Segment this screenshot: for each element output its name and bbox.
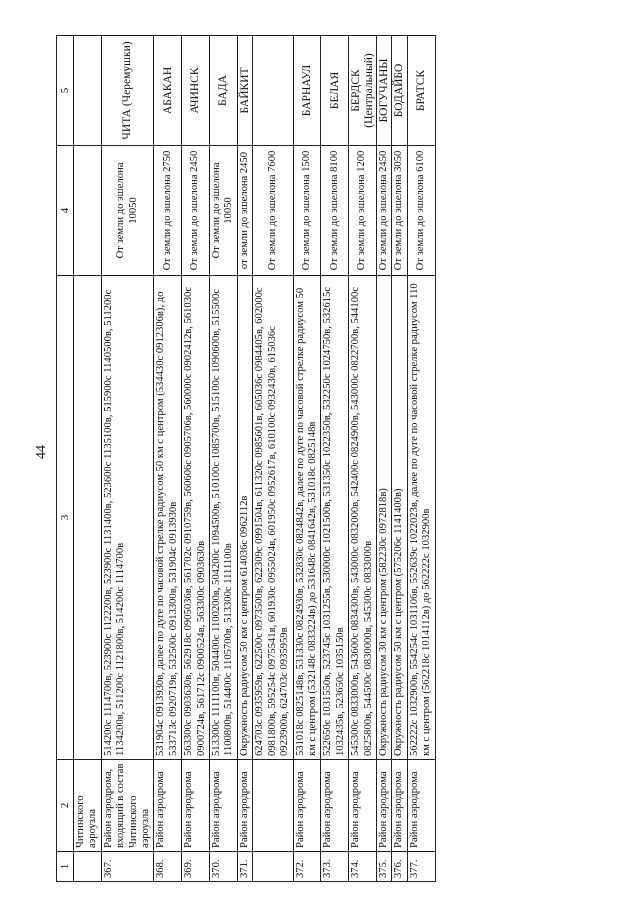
zone-height: От земли до эшелона 3050 <box>392 146 407 276</box>
zone-height: От земли до эшелона 8100 <box>321 146 349 276</box>
aerodrome-name: ЧИТА (Черемушки) <box>101 36 154 146</box>
zone-coordinates: 624703с 0935959в, 622500с 0973500в, 622309с 0991504в, 611320с 0985601в, 605036с 0984405в, 602000с 0981800в, 595254с 0975541в, 601930с 0955024в, 601950с 0952617в, 610100с 0932430в, 615036с 0923900в, 624703с 0935959в <box>253 276 293 760</box>
row-number: 375. <box>376 852 391 882</box>
zone-type: Район аэродрома <box>376 760 391 852</box>
zone-type: Район аэродрома <box>154 760 182 852</box>
zone-type: Читинского аэроузла <box>74 760 102 852</box>
table-row <box>349 36 377 882</box>
aerodrome-name: БОДАЙБО <box>392 36 407 146</box>
row-number <box>253 852 293 882</box>
row-number: 374. <box>349 852 377 882</box>
row-number: 367. <box>101 852 154 882</box>
row-number: 372. <box>293 852 321 882</box>
zone-height: От земли до эшелона 7600 <box>253 146 293 276</box>
table-row <box>407 36 435 882</box>
zone-height: От земли до эшелона 10050 <box>210 146 238 276</box>
table-row <box>376 36 391 882</box>
column-header: 2 <box>57 760 74 852</box>
aerodrome-name <box>253 36 293 146</box>
table-row <box>182 36 210 882</box>
zone-type: Район аэродрома, входящий в состав Читинского аэроузла <box>101 760 154 852</box>
column-header: 1 <box>57 852 74 882</box>
zone-coordinates: Окружность радиусом 50 км с центром 614036с 0962112в <box>237 276 252 760</box>
header-row <box>57 36 74 882</box>
zone-height <box>74 146 102 276</box>
aerodrome-name: БАДА <box>210 36 238 146</box>
zone-height: От земли до эшелона 1500 <box>293 146 321 276</box>
aerodrome-name: БАЙКИТ <box>237 36 252 146</box>
aerodrome-name: БОГУЧАНЫ <box>376 36 391 146</box>
zone-type: Район аэродрома <box>349 760 377 852</box>
table-row <box>237 36 252 882</box>
zone-type: Район аэродрома <box>407 760 435 852</box>
zone-type: Район аэродрома <box>182 760 210 852</box>
row-number: 368. <box>154 852 182 882</box>
row-number: 373. <box>321 852 349 882</box>
aerodrome-name: БРАТСК <box>407 36 435 146</box>
zone-type: Район аэродрома <box>237 760 252 852</box>
row-number: 370. <box>210 852 238 882</box>
row-number: 376. <box>392 852 407 882</box>
zone-height: От земли до эшелона 2750 <box>154 146 182 276</box>
zone-coordinates: 513300с 1111100в, 504400с 1100200в, 504200с 1094500в, 510100с 1085700в, 515100с 1090600в, 515500с 1100800в, 514400с 1105700в, 513300с 1111100в <box>210 276 238 760</box>
zone-coordinates: 522650с 1031550в, 523745с 1031255в, 530000с 1021500в, 531350с 1022350в, 532250с 1024750в, 532615с 1032435в, 523650с 1035150в <box>321 276 349 760</box>
zone-type: Район аэродрома <box>321 760 349 852</box>
zone-coordinates: 563300с 0903630в, 562918с 0905036в, 561702с 0910759в, 560606с 0905706в, 560000с 0902412в, 561030с 0900724в, 561712с 0900524в, 563300с 0903630в <box>182 276 210 760</box>
zone-height: От земли до эшелона 1200 <box>349 146 377 276</box>
airspace-table <box>56 35 436 882</box>
zone-type <box>253 760 293 852</box>
carry-over-row <box>74 36 102 882</box>
table-row <box>210 36 238 882</box>
zone-height: От земли до эшелона 2450 <box>182 146 210 276</box>
zone-type: Район аэродрома <box>392 760 407 852</box>
table-row <box>293 36 321 882</box>
document-page <box>30 22 610 882</box>
aerodrome-name <box>74 36 102 146</box>
row-number: 377. <box>407 852 435 882</box>
zone-coordinates: Окружность радиусом 30 км с центром (582230с 0972818в) <box>376 276 391 760</box>
aerodrome-name: АБАКАН <box>154 36 182 146</box>
zone-height: от земли до эшелона 2450 <box>237 146 252 276</box>
zone-height: От земли до эшелона 2450 <box>376 146 391 276</box>
zone-coordinates: 531018с 0825148в, 531330с 0824930в, 532830с 0824842в, далее по дуге по часовой стрелке радиусом 50 км с центром (532148с 0833224в) до 531648с 0841642в, 531018с 0825148в <box>293 276 321 760</box>
column-header: 3 <box>57 276 74 760</box>
row-number: 371. <box>237 852 252 882</box>
aerodrome-name: БЕРДСК (Центральный) <box>349 36 377 146</box>
aerodrome-name: АЧИНСК <box>182 36 210 146</box>
table-row <box>154 36 182 882</box>
table-row <box>321 36 349 882</box>
table-row <box>101 36 154 882</box>
zone-type: Район аэродрома <box>210 760 238 852</box>
zone-type: Район аэродрома <box>293 760 321 852</box>
zone-height: От земли до эшелона 10050 <box>101 146 154 276</box>
aerodrome-name: БЕЛАЯ <box>321 36 349 146</box>
column-header: 4 <box>57 146 74 276</box>
zone-height: От земли до эшелона 6100 <box>407 146 435 276</box>
zone-coordinates: 514200с 1114700в, 523900с 1122200в, 523900с 1131400в, 523600с 1135100в, 515900с 1140500в, 511200с 1134200в, 511200с 1121800в, 514200с 1114700в <box>101 276 154 760</box>
table-row <box>253 36 293 882</box>
zone-coordinates: Окружность радиусом 50 км с центром (575206с 1141400в) <box>392 276 407 760</box>
zone-coordinates: 545300с 0833000в, 543600с 0834300в, 543000с 0832000в, 542400с 0824900в, 543000с 0822700в, 544100с 0825800в, 544500с 0830000в, 545300с 0833000в <box>349 276 377 760</box>
row-number <box>74 852 102 882</box>
column-header: 5 <box>57 36 74 146</box>
aerodrome-name: БАРНАУЛ <box>293 36 321 146</box>
zone-coordinates: 531904с 0913930в, далее по дуге по часовой стрелке радиусом 50 км с центром (534430с 0912306в), до 533713с 0920719в, 532500с 0913300в, 531904с 0913930в <box>154 276 182 760</box>
page-number: 44 <box>34 445 49 459</box>
zone-coordinates <box>74 276 102 760</box>
row-number: 369. <box>182 852 210 882</box>
zone-coordinates: 562222с 1032900в, 554254с 1031106в, 552639с 1022023в, далее по дуге по часовой стрелке радиусом 110 км с центром (562218с 1014112в) до 562222с 1032900в <box>407 276 435 760</box>
table-row <box>392 36 407 882</box>
